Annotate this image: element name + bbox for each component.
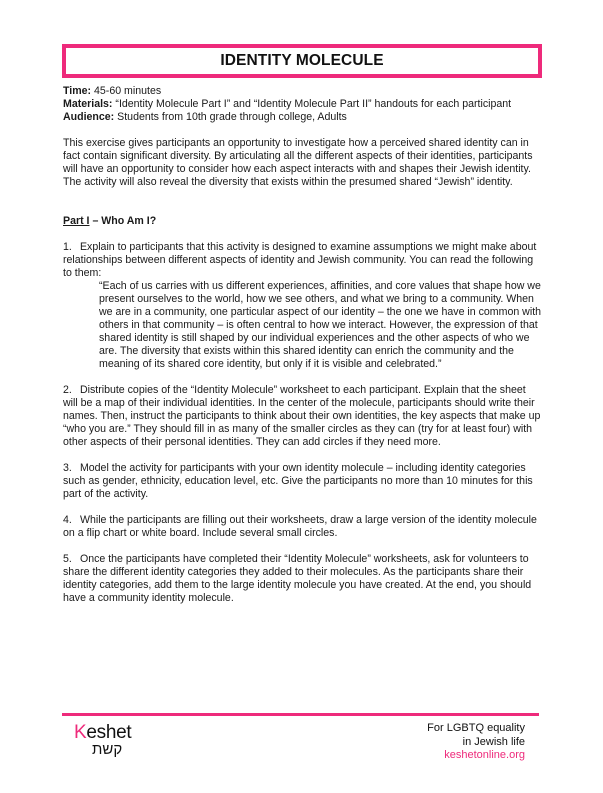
step-2 bbox=[63, 384, 543, 449]
document-body bbox=[63, 85, 543, 605]
part-subtitle: – Who Am I? bbox=[89, 215, 157, 227]
time-value: 45-60 minutes bbox=[91, 85, 162, 97]
step-number: 1. bbox=[63, 241, 72, 253]
step-text: Model the activity for participants with your own identity molecule – including identity categories such as gender, ethnicity, education level, etc. Give the participants no more than 10 minutes for this part of the activity. bbox=[63, 462, 533, 500]
step-number: 3. bbox=[63, 462, 72, 474]
step-text: While the participants are filling out their worksheets, draw a large version of the identity molecule on a flip chart or white board. Include several small circles. bbox=[63, 514, 537, 539]
intro-paragraph: This exercise gives participants an opportunity to investigate how a perceived shared identity can in fact contain significant diversity. By articulating all the different aspects of their identities, participants will have an opportunity to consider how each aspect interacts with and shapes their Jewish identity. The activity will also reveal the diversity that exists within the presumed shared “Jewish” identity. bbox=[63, 137, 533, 188]
page-title: IDENTITY MOLECULE bbox=[220, 52, 384, 69]
keshet-logo bbox=[74, 723, 144, 763]
part-label: Part I bbox=[63, 215, 90, 227]
step-4 bbox=[63, 514, 543, 540]
logo-k: K bbox=[74, 722, 87, 743]
footer-tagline bbox=[427, 722, 525, 763]
logo-rest: eshet bbox=[86, 722, 132, 743]
step-5 bbox=[63, 553, 543, 605]
title-box bbox=[62, 44, 542, 78]
step-number: 4. bbox=[63, 514, 72, 526]
step-text: Explain to participants that this activity is designed to examine assumptions we might make about relationships between different aspects of identity and Jewish community. You can read the following to them: bbox=[63, 241, 537, 279]
materials-label: Materials: bbox=[63, 98, 113, 110]
step-text: Once the participants have completed their “Identity Molecule” worksheets, ask for volunteers to share the different identity categories they added to their molecules. As the participants share their identity categories, add them to the large identity molecule you have created. At the end, you should have a community identity molecule. bbox=[63, 553, 532, 604]
meta-materials bbox=[63, 98, 543, 111]
step-number: 5. bbox=[63, 553, 72, 565]
tagline-line-1: For LGBTQ equality bbox=[427, 722, 525, 734]
materials-value: “Identity Molecule Part I” and “Identity Molecule Part II” handouts for each participant bbox=[112, 98, 512, 110]
audience-label: Audience: bbox=[63, 111, 115, 123]
time-label: Time: bbox=[63, 85, 92, 97]
logo-wordmark bbox=[74, 723, 144, 742]
website-link[interactable]: keshetonline.org bbox=[444, 749, 525, 761]
tagline-line-2: in Jewish life bbox=[462, 735, 525, 748]
meta-time bbox=[63, 85, 543, 98]
step-1 bbox=[63, 241, 543, 371]
step-number: 2. bbox=[63, 384, 72, 396]
audience-value: Students from 10th grade through college, Adults bbox=[114, 111, 347, 123]
part-heading bbox=[63, 215, 543, 228]
footer-divider bbox=[62, 713, 539, 716]
step-3 bbox=[63, 462, 543, 501]
step-text: Distribute copies of the “Identity Molecule” worksheet to each participant. Explain that the sheet will be a map of their individual identities. In the center of the molecule, participants should write their names. Then, instruct the participants to think about their own identities, the key aspects that make up “who you are.” They should fill in as many of the smaller circles as they can (try for at least four) with other aspects of their personal identities. They can add circles if they need more. bbox=[63, 384, 541, 448]
meta-audience bbox=[63, 111, 543, 124]
logo-hebrew: קשת bbox=[92, 741, 123, 758]
step-quote: “Each of us carries with us different experiences, affinities, and core values that shape how we present ourselves to the world, how we see others, and what we bring to a community. When we are in a community, one particular aspect of our identity – the one we have in common with others in that community – is often central to how we interact. However, the expression of that shared identity is still shaped by our individual experiences and the other aspects of who we are. The diversity that exists within this shared identity can enrich the community and the meaning of its shared core identity, but only if it is visible and celebrated.” bbox=[99, 280, 542, 370]
